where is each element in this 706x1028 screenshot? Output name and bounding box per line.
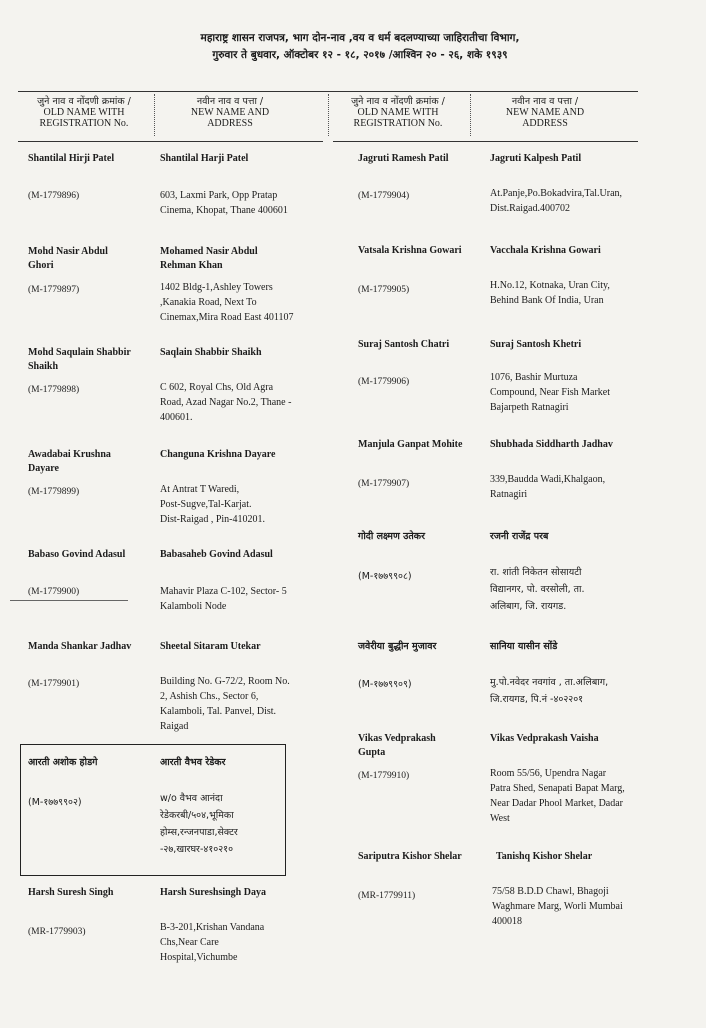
new-name: सानिया यासीन सोंडे [490, 641, 558, 652]
registration-no: (M-1779897) [28, 285, 80, 295]
col-divider [154, 94, 155, 136]
address: Room 55/56, Upendra Nagar Patra Shed, Senapati Bapat Marg, Near Dadar Phool Market, Dadar West [490, 768, 625, 824]
registration-no: (MR-1779903) [28, 927, 86, 937]
header-top-rule [18, 91, 638, 92]
header-line-1: महाराष्ट्र शासन राजपत्र, भाग दोन-नाव ,वय व धर्म बदलण्याच्या जाहिरातीचा विभाग, [200, 32, 520, 44]
old-name: Manjula Ganpat Mohite [358, 439, 463, 450]
registration-no: (M-१७७९९०९) [358, 679, 412, 690]
old-name: Vikas Vedprakash Gupta [358, 733, 436, 758]
new-name: Shantilal Harji Patel [160, 153, 249, 164]
registration-no: (M-1779900) [28, 587, 80, 597]
col-head-left-old: जुने नाव व नोंदणी क्रमांक / OLD NAME WITH REGISTRATION No. [37, 96, 131, 129]
address: w/o वैभव आनंदा रेडेकरबी/५०४,भूमिका होम्स,रन्जनपाडा,सेक्टर -२७,खारघर-४१०२१० [160, 793, 238, 855]
new-name: Suraj Santosh Khetri [490, 339, 582, 350]
registration-no: (MR-1779911) [358, 891, 416, 901]
address: 1076, Bashir Murtuza Compound, Near Fish Market Bajarpeth Ratnagiri [490, 372, 610, 413]
col-divider [470, 94, 471, 136]
new-name: Babasaheb Govind Adasul [160, 549, 273, 560]
old-name: Mohd Nasir Abdul Ghori [28, 246, 108, 271]
new-name: Vikas Vedprakash Vaisha [490, 733, 599, 744]
col-divider [328, 94, 329, 136]
registration-no: (M-१७७९९०२) [28, 797, 82, 808]
old-name: आरती अशोक होडगे [28, 757, 98, 768]
new-name: Tanishq Kishor Shelar [496, 851, 593, 862]
address: 1402 Bldg-1,Ashley Towers ,Kanakia Road, Next To Cinemax,Mira Road East 401107 [160, 282, 294, 323]
registration-no: (M-1779898) [28, 385, 80, 395]
registration-no: (M-1779904) [358, 191, 410, 201]
registration-no: (M-1779907) [358, 479, 410, 489]
address: B-3-201,Krishan Vandana Chs,Near Care Hospital,Vichumbe [160, 922, 265, 963]
old-name: Manda Shankar Jadhav [28, 641, 132, 652]
old-name: Awadabai Krushna Dayare [28, 449, 111, 474]
address: At Antrat T Waredi, Post-Sugve,Tal-Karjat. Dist-Raigad , Pin-410201. [160, 484, 265, 525]
registration-no: (M-1779896) [28, 191, 80, 201]
new-name: आरती वैभव रेडेकर [160, 757, 226, 768]
col-head-right-new: नवीन नाव व पत्ता / NEW NAME AND ADDRESS [505, 96, 585, 129]
col-head-right-old: जुने नाव व नोंदणी क्रमांक / OLD NAME WITH REGISTRATION No. [351, 96, 445, 129]
address: Building No. G-72/2, Room No. 2, Ashish Chs., Sector 6, Kalamboli, Tal. Panvel, Dist. Raigad [160, 676, 290, 732]
address: 75/58 B.D.D Chawl, Bhagoji Waghmare Marg, Worli Mumbai 400018 [492, 886, 623, 927]
col-head-left-new: नवीन नाव व पत्ता / NEW NAME AND ADDRESS [190, 96, 270, 129]
old-name: Babaso Govind Adasul [28, 549, 126, 560]
new-name: रजनी राजेंद्र परब [490, 531, 549, 542]
old-name: Suraj Santosh Chatri [358, 339, 450, 350]
old-name: Harsh Suresh Singh [28, 887, 114, 898]
registration-no: (M-१७७९९०८) [358, 571, 412, 582]
address: रा. शांती निकेतन सोसायटी विद्यानगर, पो. वरसोली, ता. अलिबाग, जि. रायगड. [490, 567, 585, 612]
new-name: Saqlain Shabbir Shaikh [160, 347, 262, 358]
address: मु.पो.नवेदर नवगांव , ता.अलिबाग, जि.रायगड, पि.नं -४०२२०१ [490, 677, 609, 705]
registration-no: (M-1779899) [28, 487, 80, 497]
header-bottom-rule-right [333, 141, 638, 142]
old-name: Sariputra Kishor Shelar [358, 851, 462, 862]
address: C 602, Royal Chs, Old Agra Road, Azad Nagar No.2, Thane - 400601. [160, 382, 292, 423]
old-name: जवेरीया बुद्धीन मुजावर [358, 641, 437, 652]
header-bottom-rule-left [18, 141, 323, 142]
old-name: गोदी लक्ष्मण उतेकर [358, 531, 425, 542]
address: Mahavir Plaza C-102, Sector- 5 Kalamboli Node [160, 586, 287, 612]
registration-no: (M-1779910) [358, 771, 410, 781]
new-name: Vacchala Krishna Gowari [490, 245, 601, 256]
old-name: Vatsala Krishna Gowari [358, 245, 462, 256]
new-name: Sheetal Sitaram Utekar [160, 641, 261, 652]
header-line-2: गुरुवार ते बुधवार, ऑक्टोबर १२ - १८, २०१७ /आश्विन २० - २६, शके १९३९ [212, 49, 508, 61]
new-name: Changuna Krishna Dayare [160, 449, 276, 460]
registration-no: (M-1779906) [358, 377, 410, 387]
new-name: Jagruti Kalpesh Patil [490, 153, 582, 164]
old-name: Mohd Saqulain Shabbir Shaikh [28, 347, 131, 372]
registration-no: (M-1779905) [358, 285, 410, 295]
pen-mark [10, 600, 128, 601]
address: 603, Laxmi Park, Opp Pratap Cinema, Khopat, Thane 400601 [160, 190, 288, 216]
registration-no: (M-1779901) [28, 679, 80, 689]
address: At.Panje,Po.Bokadvira,Tal.Uran, Dist.Raigad.400702 [490, 188, 623, 214]
old-name: Shantilal Hirji Patel [28, 153, 115, 164]
old-name: Jagruti Ramesh Patil [358, 153, 449, 164]
new-name: Mohamed Nasir Abdul Rehman Khan [160, 246, 258, 271]
address: H.No.12, Kotnaka, Uran City, Behind Bank Of India, Uran [490, 280, 610, 306]
new-name: Shubhada Siddharth Jadhav [490, 439, 613, 450]
new-name: Harsh Sureshsingh Daya [160, 887, 266, 898]
address: 339,Baudda Wadi,Khalgaon, Ratnagiri [490, 474, 606, 500]
gazette-header [130, 30, 590, 64]
